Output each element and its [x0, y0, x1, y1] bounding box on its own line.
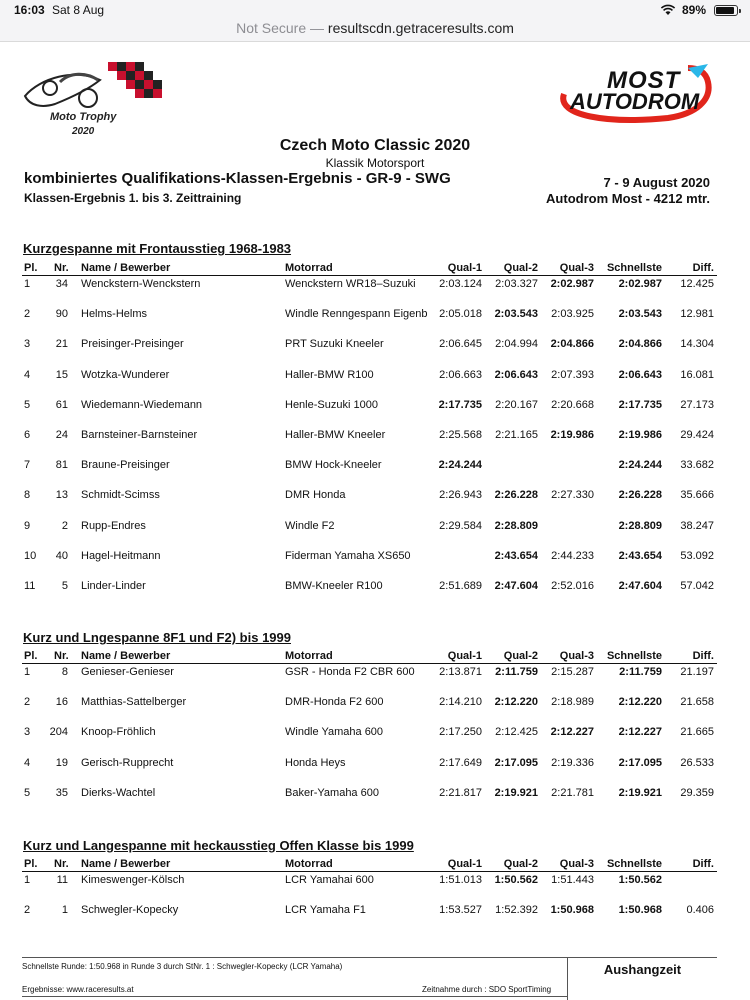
cell-q2: 2:21.165 [495, 429, 538, 441]
cell-q2: 2:03.543 [494, 308, 538, 320]
cell-moto: LCR Yamahai 600 [285, 874, 374, 886]
table-row [22, 338, 717, 352]
cell-pl: 10 [24, 550, 37, 562]
column-header-diff: Diff. [692, 650, 714, 662]
cell-nr: 8 [61, 666, 68, 678]
cell-nr: 40 [55, 550, 68, 562]
table-row [22, 489, 717, 503]
cell-moto: PRT Suzuki Kneeler [285, 338, 384, 350]
cell-q3: 2:44.233 [551, 550, 594, 562]
cell-diff: 27.173 [680, 399, 714, 411]
cell-q1: 2:05.018 [439, 308, 482, 320]
session-heading: Klassen-Ergebnis 1. bis 3. Zeittraining [24, 191, 242, 205]
cell-moto: Windle F2 [285, 520, 335, 532]
cell-name: Gerisch-Rupprecht [81, 757, 174, 769]
column-header-q2: Qual-2 [503, 650, 538, 662]
table-row [22, 550, 717, 564]
section-title: Kurzgespanne mit Frontausstieg 1968-1983 [23, 241, 292, 256]
cell-pl: 2 [24, 308, 31, 320]
cell-best: 2:17.095 [618, 757, 662, 769]
cell-q3: 2:03.925 [551, 308, 594, 320]
cell-moto: DMR-Honda F2 600 [285, 696, 384, 708]
cell-q1: 2:17.649 [439, 757, 482, 769]
event-subtitle: Klassik Motorsport [325, 156, 425, 170]
column-header-q3: Qual-3 [559, 262, 594, 274]
cell-name: Linder-Linder [81, 580, 146, 592]
cell-pl: 2 [24, 904, 31, 916]
cell-best: 2:19.986 [618, 429, 662, 441]
cell-best: 1:50.562 [618, 874, 662, 886]
cell-pl: 4 [24, 757, 31, 769]
cell-moto: Honda Heys [285, 757, 346, 769]
cell-q2: 2:47.604 [494, 580, 538, 592]
cell-diff: 21.665 [680, 726, 714, 738]
cell-q1: 1:53.527 [439, 904, 482, 916]
cell-q1: 2:24.244 [438, 459, 482, 471]
table-row [22, 726, 717, 740]
section-title: Kurz und Langespanne mit heckausstieg Offen Klasse bis 1999 [23, 838, 414, 853]
cell-diff: 26.533 [680, 757, 714, 769]
event-dates: 7 - 9 August 2020 [603, 175, 710, 190]
column-header-q2: Qual-2 [503, 858, 538, 870]
cell-best: 2:12.220 [618, 696, 662, 708]
cell-q3: 2:20.668 [551, 399, 594, 411]
table-row [22, 459, 717, 473]
table-row [22, 787, 717, 801]
cell-moto: LCR Yamaha F1 [285, 904, 366, 916]
table-header [22, 858, 717, 872]
cell-diff: 57.042 [680, 580, 714, 592]
column-header-diff: Diff. [692, 262, 714, 274]
cell-moto: GSR - Honda F2 CBR 600 [285, 666, 415, 678]
cell-pl: 1 [24, 666, 31, 678]
cell-best: 2:19.921 [618, 787, 662, 799]
cell-pl: 7 [24, 459, 31, 471]
battery-percent: 89% [682, 3, 707, 17]
cell-best: 2:11.759 [619, 666, 662, 678]
cell-q3: 2:04.866 [550, 338, 594, 350]
cell-q2: 1:52.392 [495, 904, 538, 916]
cell-diff: 35.666 [680, 489, 714, 501]
cell-diff: 0.406 [686, 904, 714, 916]
cell-moto: Haller-BMW R100 [285, 369, 374, 381]
cell-name: Knoop-Fröhlich [81, 726, 156, 738]
cell-best: 2:26.228 [618, 489, 662, 501]
cell-name: Wiedemann-Wiedemann [81, 399, 203, 411]
cell-q1: 2:17.735 [438, 399, 482, 411]
column-header-q3: Qual-3 [559, 650, 594, 662]
cell-name: Helms-Helms [81, 308, 147, 320]
footer-divider [22, 996, 567, 997]
cell-q3: 1:50.968 [550, 904, 594, 916]
cell-pl: 5 [24, 787, 31, 799]
cell-moto: Baker-Yamaha 600 [285, 787, 379, 799]
cell-q1: 2:06.663 [439, 369, 482, 381]
cell-q1: 2:21.817 [439, 787, 482, 799]
section-title: Kurz und Lngespanne 8F1 und F2) bis 1999 [23, 630, 291, 645]
cell-q1: 2:25.568 [439, 429, 482, 441]
column-header-q1: Qual-1 [447, 858, 482, 870]
table-row [22, 429, 717, 443]
logo-left-line1: Moto Trophy [50, 111, 117, 123]
cell-pl: 3 [24, 726, 31, 738]
cell-nr: 90 [55, 308, 68, 320]
table-header [22, 262, 717, 276]
cell-diff: 12.425 [680, 278, 714, 290]
cell-q3: 2:19.986 [550, 429, 594, 441]
table-row [22, 520, 717, 534]
cell-q1: 2:14.210 [439, 696, 482, 708]
cell-pl: 11 [24, 580, 36, 592]
table-row [22, 278, 717, 292]
cell-name: Hagel-Heitmann [81, 550, 161, 562]
cell-nr: 34 [55, 278, 68, 290]
column-header-pl: Pl. [24, 650, 38, 662]
cell-best: 2:04.866 [618, 338, 662, 350]
table-header [22, 650, 717, 664]
cell-name: Wotzka-Wunderer [81, 369, 170, 381]
cell-q1: 1:51.013 [439, 874, 482, 886]
cell-diff: 21.658 [680, 696, 714, 708]
column-header-name: Name / Bewerber [81, 650, 171, 662]
cell-q1: 2:13.871 [439, 666, 482, 678]
cell-q3: 2:27.330 [551, 489, 594, 501]
cell-q3: 2:15.287 [551, 666, 594, 678]
table-row [22, 369, 717, 383]
cell-nr: 21 [55, 338, 68, 350]
cell-q3: 2:21.781 [551, 787, 594, 799]
cell-diff: 12.981 [680, 308, 714, 320]
url-separator: — [306, 20, 328, 36]
cell-q2: 2:12.220 [494, 696, 538, 708]
cell-best: 2:02.987 [618, 278, 662, 290]
cell-name: Matthias-Sattelberger [81, 696, 187, 708]
cell-diff: 38.247 [680, 520, 714, 532]
cell-q2: 2:03.327 [495, 278, 538, 290]
cell-q3: 2:12.227 [550, 726, 594, 738]
cell-diff: 14.304 [680, 338, 714, 350]
cell-best: 2:28.809 [618, 520, 662, 532]
cell-q1: 2:03.124 [439, 278, 482, 290]
cell-pl: 6 [24, 429, 31, 441]
cell-nr: 1 [61, 904, 68, 916]
cell-best: 1:50.968 [618, 904, 662, 916]
cell-q2: 2:12.425 [495, 726, 538, 738]
cell-name: Kimeswenger-Kölsch [81, 874, 185, 886]
cell-name: Schwegler-Kopecky [81, 904, 179, 916]
column-header-q2: Qual-2 [503, 262, 538, 274]
cell-best: 2:12.227 [618, 726, 662, 738]
moto-trophy-logo [20, 58, 170, 140]
cell-q2: 2:20.167 [495, 399, 538, 411]
cell-name: Dierks-Wachtel [81, 787, 156, 799]
cell-moto: Haller-BMW Kneeler [285, 429, 386, 441]
cell-name: Schmidt-Scimss [81, 489, 160, 501]
cell-nr: 19 [55, 757, 68, 769]
cell-best: 2:24.244 [618, 459, 662, 471]
cell-diff: 33.682 [680, 459, 714, 471]
column-header-nr: Nr. [54, 262, 69, 274]
cell-best: 2:03.543 [618, 308, 662, 320]
cell-pl: 4 [24, 369, 31, 381]
cell-q3: 1:51.443 [551, 874, 594, 886]
column-header-nr: Nr. [54, 650, 69, 662]
column-header-q1: Qual-1 [447, 650, 482, 662]
cell-name: Rupp-Endres [81, 520, 146, 532]
cell-q2: 2:17.095 [494, 757, 538, 769]
cell-name: Braune-Preisinger [81, 459, 170, 471]
cell-moto: Windle Renngespann Eigenb [285, 308, 428, 320]
cell-diff: 16.081 [680, 369, 714, 381]
results-website: Ergebnisse: www.raceresults.at [22, 985, 134, 994]
table-row [22, 874, 717, 888]
cell-best: 2:47.604 [618, 580, 662, 592]
cell-q1: 2:51.689 [439, 580, 482, 592]
cell-pl: 5 [24, 399, 31, 411]
autodrom-most-logo [548, 60, 716, 126]
status-time: 16:03 [14, 3, 45, 17]
cell-name: Wenckstern-Wenckstern [81, 278, 201, 290]
cell-moto: Wenckstern WR18–Suzuki [285, 278, 416, 290]
event-title: Czech Moto Classic 2020 [279, 137, 471, 154]
table-row [22, 580, 717, 594]
cell-q2: 2:28.809 [494, 520, 538, 532]
cell-name: Barnsteiner-Barnsteiner [81, 429, 198, 441]
cell-pl: 9 [24, 520, 31, 532]
table-row [22, 666, 717, 680]
cell-best: 2:06.643 [618, 369, 662, 381]
column-header-pl: Pl. [24, 858, 38, 870]
cell-nr: 13 [55, 489, 68, 501]
posted-time-label: Aushangzeit [567, 958, 717, 1000]
logo-left-line2: 2020 [72, 126, 95, 137]
cell-nr: 81 [55, 459, 68, 471]
cell-nr: 15 [55, 369, 68, 381]
fastest-lap-note: Schnellste Runde: 1:50.968 in Runde 3 durch StNr. 1 : Schwegler-Kopecky (LCR Yamaha) [22, 962, 343, 971]
cell-name: Genieser-Genieser [81, 666, 174, 678]
cell-q1: 2:29.584 [439, 520, 482, 532]
table-row [22, 308, 717, 322]
cell-best: 2:43.654 [618, 550, 662, 562]
class-heading: kombiniertes Qualifikations-Klassen-Ergebnis - GR-9 - SWG [24, 170, 451, 187]
logo-right-line2: AUTODROM [570, 89, 700, 114]
cell-q1: 2:06.645 [439, 338, 482, 350]
cell-pl: 8 [24, 489, 31, 501]
cell-nr: 16 [55, 696, 68, 708]
cell-nr: 24 [55, 429, 68, 441]
cell-diff: 21.197 [680, 666, 714, 678]
cell-q1: 2:26.943 [439, 489, 482, 501]
cell-moto: BMW Hock-Kneeler [285, 459, 382, 471]
cell-nr: 204 [49, 726, 68, 738]
security-label: Not Secure [236, 20, 307, 36]
column-header-pl: Pl. [24, 262, 38, 274]
column-header-name: Name / Bewerber [81, 858, 171, 870]
column-header-moto: Motorrad [285, 262, 333, 274]
column-header-nr: Nr. [54, 858, 69, 870]
column-header-name: Name / Bewerber [81, 262, 171, 274]
column-header-q3: Qual-3 [559, 858, 594, 870]
table-row [22, 757, 717, 771]
cell-nr: 61 [55, 399, 68, 411]
cell-diff: 29.359 [680, 787, 714, 799]
cell-nr: 11 [56, 874, 68, 886]
cell-q3: 2:19.336 [551, 757, 594, 769]
cell-moto: Henle-Suzuki 1000 [285, 399, 378, 411]
cell-pl: 3 [24, 338, 31, 350]
cell-pl: 1 [24, 874, 31, 886]
cell-q2: 2:43.654 [494, 550, 538, 562]
track-info: Autodrom Most - 4212 mtr. [546, 191, 710, 206]
cell-name: Preisinger-Preisinger [81, 338, 184, 350]
cell-q2: 2:06.643 [494, 369, 538, 381]
column-header-best: Schnellste [606, 650, 662, 662]
cell-pl: 1 [24, 278, 31, 290]
cell-moto: Windle Yamaha 600 [285, 726, 384, 738]
logo-right-line1: MOST [607, 67, 681, 94]
results-footer [22, 957, 717, 1000]
cell-diff: 53.092 [680, 550, 714, 562]
table-row [22, 696, 717, 710]
cell-pl: 2 [24, 696, 31, 708]
cell-q2: 1:50.562 [494, 874, 538, 886]
cell-q3: 2:02.987 [550, 278, 594, 290]
cell-moto: DMR Honda [285, 489, 346, 501]
cell-moto: BMW-Kneeler R100 [285, 580, 383, 592]
table-row [22, 399, 717, 413]
column-header-best: Schnellste [606, 858, 662, 870]
cell-nr: 5 [61, 580, 68, 592]
column-header-moto: Motorrad [285, 650, 333, 662]
cell-q2: 2:26.228 [494, 489, 538, 501]
cell-q3: 2:18.989 [551, 696, 594, 708]
table-row [22, 904, 717, 918]
cell-q2: 2:04.994 [495, 338, 538, 350]
cell-q3: 2:07.393 [551, 369, 594, 381]
cell-q2: 2:11.759 [495, 666, 538, 678]
column-header-q1: Qual-1 [447, 262, 482, 274]
url-host: resultscdn.getraceresults.com [327, 20, 514, 36]
cell-q1: 2:17.250 [439, 726, 482, 738]
cell-best: 2:17.735 [618, 399, 662, 411]
timing-provider: Zeitnahme durch : SDO SportTiming [422, 985, 552, 994]
cell-nr: 2 [61, 520, 68, 532]
column-header-diff: Diff. [692, 858, 714, 870]
cell-q3: 2:52.016 [551, 580, 594, 592]
cell-nr: 35 [55, 787, 68, 799]
cell-diff: 29.424 [680, 429, 714, 441]
column-header-best: Schnellste [606, 262, 662, 274]
cell-moto: Fiderman Yamaha XS650 [285, 550, 411, 562]
column-header-moto: Motorrad [285, 858, 333, 870]
status-date: Sat 8 Aug [52, 3, 105, 17]
cell-q2: 2:19.921 [494, 787, 538, 799]
